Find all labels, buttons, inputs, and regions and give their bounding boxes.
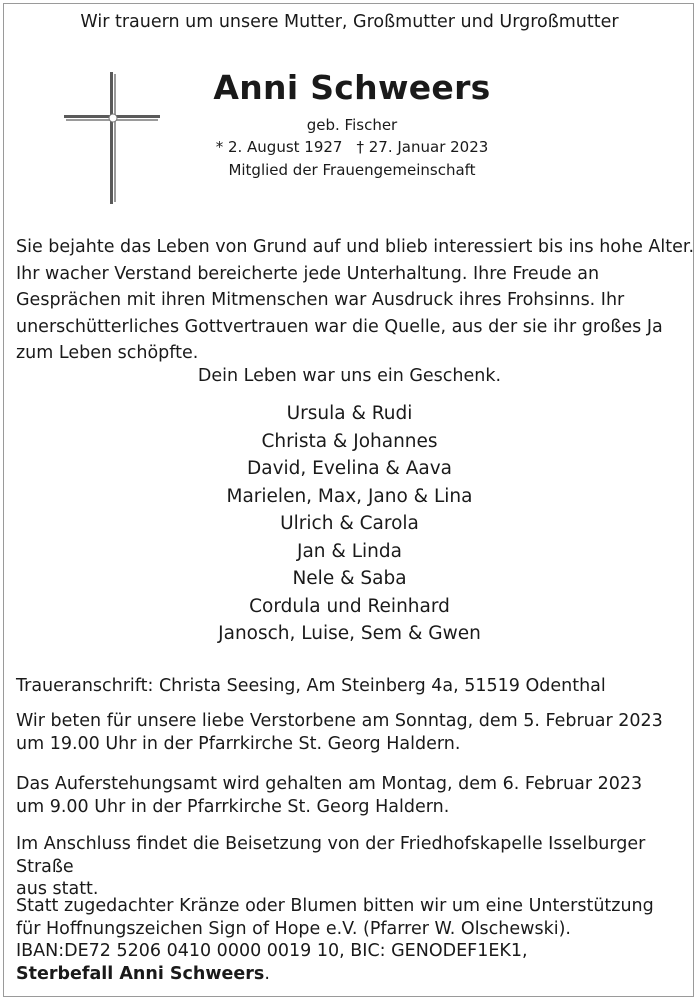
burial-line: aus statt. (16, 879, 99, 899)
intro-paragraph: Sie bejahte das Leben von Grund auf und blieb interessiert bis ins hohe Alter. Ihr wacher Verstand bereicherte jede Unterhaltung. Ihre Freude an Gesprächen mit ihren Mitmenschen war Ausdruck ihres Frohsinns. Ihr unerschütterliches Gottvertrauen war die Quelle, aus der sie ihr großes Ja zum Leben schöpfte. (16, 237, 695, 363)
deceased-name: Anni Schweers (213, 68, 491, 107)
survivor-entry: Cordula und Reinhard (249, 595, 450, 617)
resurrection-mass-line: um 9.00 Uhr in der Pfarrkirche St. Georg Haldern. (16, 796, 450, 817)
survivor-entry: David, Evelina & Aava (247, 458, 452, 479)
survivor-entry: Janosch, Luise, Sem & Gwen (218, 623, 481, 644)
survivor-entry: Jan & Linda (297, 540, 402, 562)
survivor-entry: Ulrich & Carola (280, 513, 419, 534)
burial-info (16, 833, 696, 901)
mourning-address: Traueranschrift: Christa Seesing, Am Steinberg 4a, 51519 Odenthal (16, 676, 606, 696)
membership: Mitglied der Frauengemeinschaft (228, 161, 476, 179)
mourning-header: Wir trauern um unsere Mutter, Großmutter und Urgroßmutter (80, 12, 619, 32)
donation-line: Statt zugedachter Kränze oder Blumen bitten wir um eine Unterstützung (16, 896, 654, 916)
donation-reference-end: . (264, 963, 270, 984)
prayer-service-info (16, 710, 696, 755)
donation-line: für Hoffnungszeichen Sign of Hope e.V. (Pfarrer W. Olschewski). (16, 918, 571, 939)
prayer-service-line: um 19.00 Uhr in der Pfarrkirche St. Georg Haldern. (16, 733, 461, 754)
survivor-entry: Christa & Johannes (261, 430, 438, 452)
prayer-service-line: Wir beten für unsere liebe Verstorbene am Sonntag, dem 5. Februar 2023 (16, 711, 663, 731)
donation-reference: Sterbefall Anni Schweers (16, 963, 265, 984)
resurrection-mass-info (16, 773, 696, 818)
birth-name: geb. Fischer (306, 116, 398, 134)
survivor-entry: Nele & Saba (292, 568, 407, 589)
survivors-list (0, 400, 699, 648)
survivor-entry: Ursula & Rudi (286, 403, 413, 424)
donation-info (16, 895, 696, 985)
donation-reference-line (16, 963, 696, 986)
life-dates (132, 138, 572, 156)
birth-date: * 2. August 1927 (215, 138, 343, 156)
burial-line: Im Anschluss findet die Beisetzung von der Friedhofskapelle Isselburger Straße (16, 834, 646, 877)
death-date: † 27. Januar 2023 (356, 138, 489, 156)
survivor-entry: Marielen, Max, Jano & Lina (226, 485, 473, 507)
bank-details: IBAN:DE72 5206 0410 0000 0019 10, BIC: GENODEF1EK1, (16, 941, 528, 961)
resurrection-mass-line: Das Auferstehungsamt wird gehalten am Montag, dem 6. Februar 2023 (16, 774, 643, 794)
gift-line: Dein Leben war uns ein Geschenk. (197, 366, 502, 386)
